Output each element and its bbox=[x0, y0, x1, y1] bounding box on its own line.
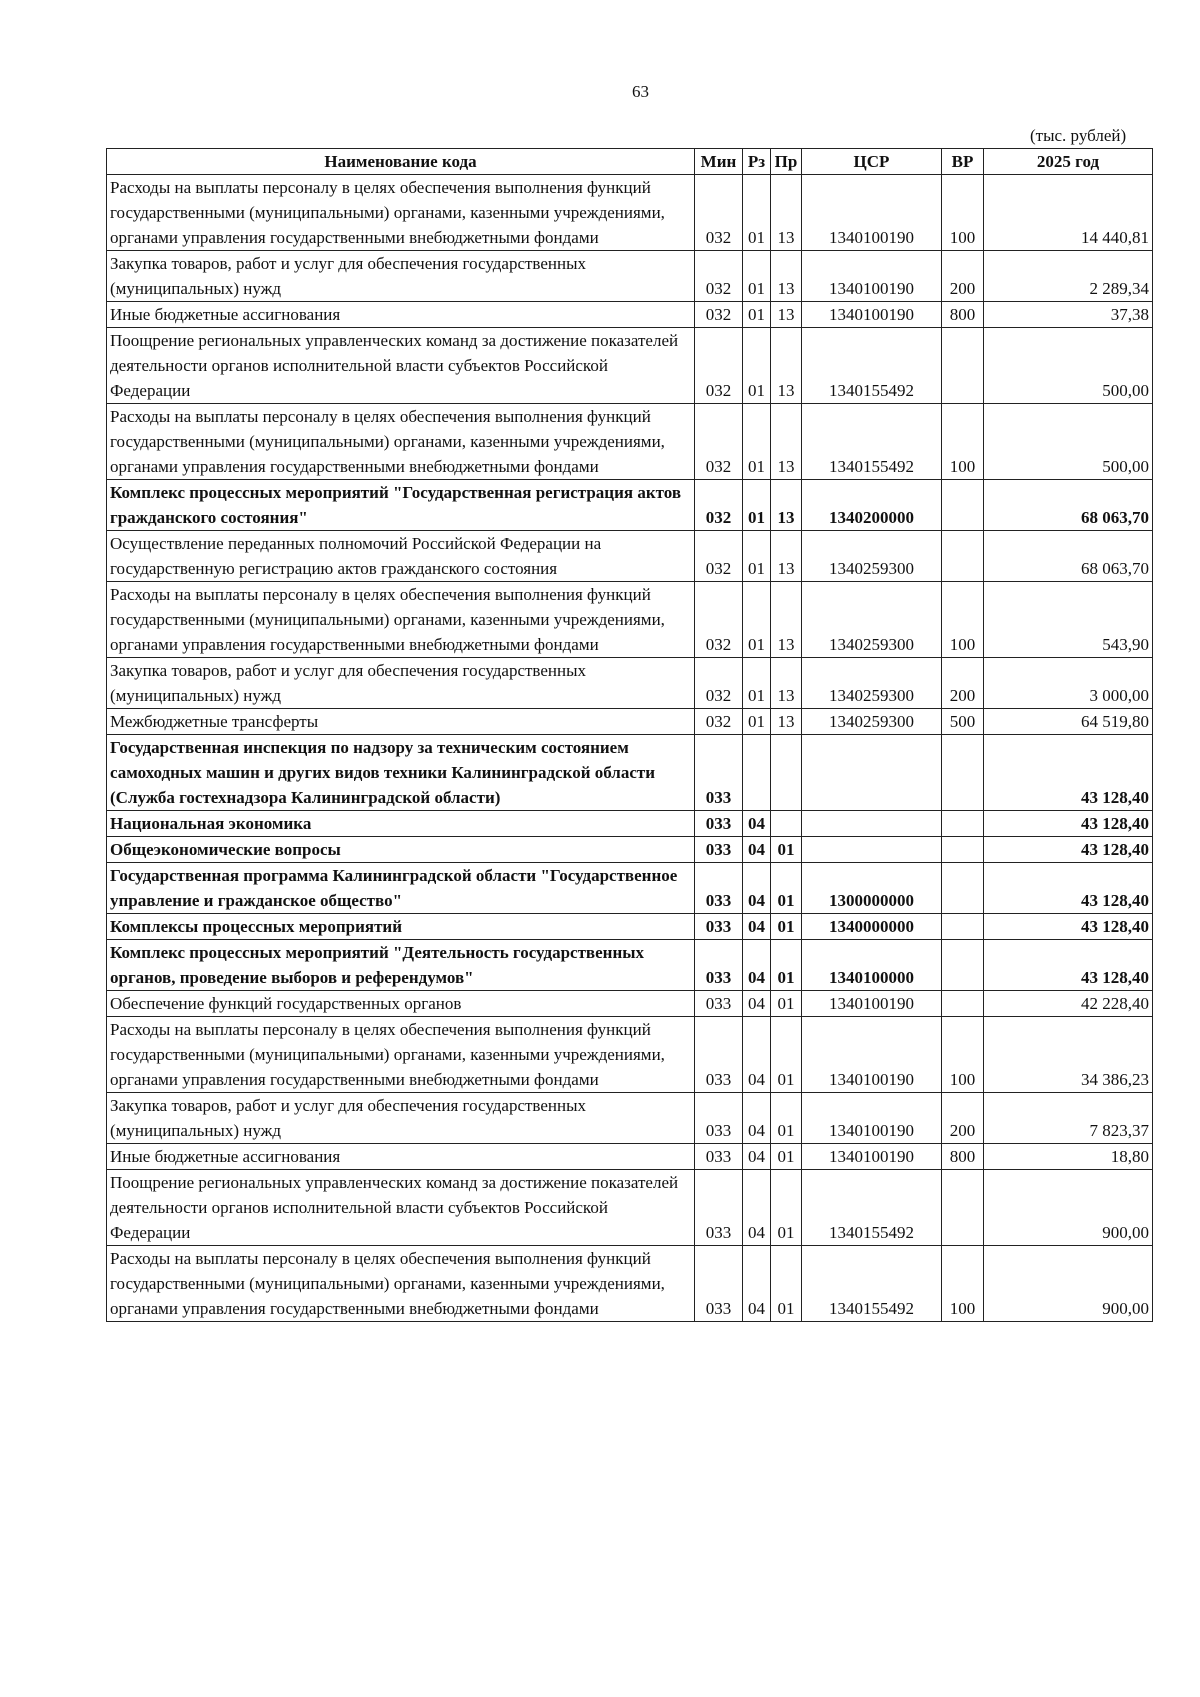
table-row bbox=[107, 1246, 1153, 1322]
cell-csr: 1340259300 bbox=[802, 531, 942, 582]
cell-sum: 68 063,70 bbox=[984, 531, 1153, 582]
cell-pr: 01 bbox=[771, 1170, 802, 1246]
header-name: Наименование кода bbox=[107, 149, 695, 175]
cell-pr: 01 bbox=[771, 863, 802, 914]
cell-name: Осуществление переданных полномочий Российской Федерации на государственную регистрацию актов гражданского состояния bbox=[107, 531, 695, 582]
cell-sum: 34 386,23 bbox=[984, 1017, 1153, 1093]
cell-sum: 43 128,40 bbox=[984, 735, 1153, 811]
cell-name: Государственная инспекция по надзору за техническим состоянием самоходных машин и других видов техники Калининградской области (Служба гостехнадзора Калининградской области) bbox=[107, 735, 695, 811]
cell-csr bbox=[802, 735, 942, 811]
cell-sum: 500,00 bbox=[984, 404, 1153, 480]
cell-name: Комплексы процессных мероприятий bbox=[107, 914, 695, 940]
table-row bbox=[107, 735, 1153, 811]
cell-pr: 01 bbox=[771, 1093, 802, 1144]
cell-sum: 43 128,40 bbox=[984, 863, 1153, 914]
cell-sum: 7 823,37 bbox=[984, 1093, 1153, 1144]
cell-vr: 100 bbox=[942, 1246, 984, 1322]
table-row bbox=[107, 863, 1153, 914]
cell-vr bbox=[942, 480, 984, 531]
cell-vr: 100 bbox=[942, 1017, 984, 1093]
cell-rz bbox=[743, 735, 771, 811]
cell-rz: 04 bbox=[743, 914, 771, 940]
cell-rz: 04 bbox=[743, 1144, 771, 1170]
table-row bbox=[107, 480, 1153, 531]
cell-csr: 1340100190 bbox=[802, 1144, 942, 1170]
cell-pr: 13 bbox=[771, 302, 802, 328]
cell-vr bbox=[942, 991, 984, 1017]
cell-csr: 1300000000 bbox=[802, 863, 942, 914]
cell-sum: 68 063,70 bbox=[984, 480, 1153, 531]
table-body bbox=[107, 175, 1153, 1322]
cell-csr bbox=[802, 811, 942, 837]
cell-pr: 01 bbox=[771, 1246, 802, 1322]
cell-vr bbox=[942, 1170, 984, 1246]
cell-sum: 3 000,00 bbox=[984, 658, 1153, 709]
table-row bbox=[107, 940, 1153, 991]
cell-name: Закупка товаров, работ и услуг для обеспечения государственных (муниципальных) нужд bbox=[107, 658, 695, 709]
table-row bbox=[107, 1093, 1153, 1144]
cell-name: Комплекс процессных мероприятий "Государственная регистрация актов гражданского состояния" bbox=[107, 480, 695, 531]
header-pr: Пр bbox=[771, 149, 802, 175]
cell-csr: 1340259300 bbox=[802, 582, 942, 658]
table-row bbox=[107, 302, 1153, 328]
cell-min: 032 bbox=[695, 658, 743, 709]
cell-min: 032 bbox=[695, 709, 743, 735]
budget-table bbox=[106, 148, 1153, 1322]
cell-sum: 14 440,81 bbox=[984, 175, 1153, 251]
cell-vr: 100 bbox=[942, 582, 984, 658]
cell-sum: 43 128,40 bbox=[984, 837, 1153, 863]
cell-vr bbox=[942, 328, 984, 404]
header-vr: ВР bbox=[942, 149, 984, 175]
cell-pr bbox=[771, 735, 802, 811]
cell-min: 033 bbox=[695, 1144, 743, 1170]
cell-rz: 01 bbox=[743, 328, 771, 404]
header-csr: ЦСР bbox=[802, 149, 942, 175]
cell-csr: 1340000000 bbox=[802, 914, 942, 940]
cell-sum: 43 128,40 bbox=[984, 811, 1153, 837]
cell-csr: 1340100000 bbox=[802, 940, 942, 991]
cell-name: Закупка товаров, работ и услуг для обеспечения государственных (муниципальных) нужд bbox=[107, 1093, 695, 1144]
cell-pr: 01 bbox=[771, 991, 802, 1017]
cell-rz: 04 bbox=[743, 837, 771, 863]
cell-csr: 1340259300 bbox=[802, 709, 942, 735]
cell-vr bbox=[942, 811, 984, 837]
cell-sum: 2 289,34 bbox=[984, 251, 1153, 302]
table-row bbox=[107, 811, 1153, 837]
cell-sum: 37,38 bbox=[984, 302, 1153, 328]
cell-rz: 01 bbox=[743, 658, 771, 709]
cell-rz: 01 bbox=[743, 531, 771, 582]
cell-min: 033 bbox=[695, 1093, 743, 1144]
cell-name: Поощрение региональных управленческих команд за достижение показателей деятельности органов исполнительной власти субъектов Российской Федерации bbox=[107, 1170, 695, 1246]
cell-min: 032 bbox=[695, 251, 743, 302]
table-row bbox=[107, 1017, 1153, 1093]
cell-csr: 1340155492 bbox=[802, 1170, 942, 1246]
cell-min: 033 bbox=[695, 1246, 743, 1322]
cell-pr: 13 bbox=[771, 531, 802, 582]
cell-name: Закупка товаров, работ и услуг для обеспечения государственных (муниципальных) нужд bbox=[107, 251, 695, 302]
cell-pr: 13 bbox=[771, 658, 802, 709]
cell-pr: 01 bbox=[771, 914, 802, 940]
cell-vr: 200 bbox=[942, 251, 984, 302]
cell-rz: 01 bbox=[743, 302, 771, 328]
cell-pr: 13 bbox=[771, 175, 802, 251]
cell-vr bbox=[942, 863, 984, 914]
table-row bbox=[107, 709, 1153, 735]
cell-name: Иные бюджетные ассигнования bbox=[107, 1144, 695, 1170]
cell-rz: 04 bbox=[743, 991, 771, 1017]
cell-name: Общеэкономические вопросы bbox=[107, 837, 695, 863]
cell-min: 033 bbox=[695, 940, 743, 991]
table-row bbox=[107, 991, 1153, 1017]
cell-pr: 13 bbox=[771, 709, 802, 735]
cell-name: Комплекс процессных мероприятий "Деятельность государственных органов, проведение выборов и референдумов" bbox=[107, 940, 695, 991]
cell-pr: 01 bbox=[771, 1144, 802, 1170]
cell-vr bbox=[942, 531, 984, 582]
cell-vr: 800 bbox=[942, 302, 984, 328]
cell-sum: 42 228,40 bbox=[984, 991, 1153, 1017]
header-min: Мин bbox=[695, 149, 743, 175]
cell-rz: 01 bbox=[743, 582, 771, 658]
cell-pr: 13 bbox=[771, 404, 802, 480]
cell-csr bbox=[802, 837, 942, 863]
table-row bbox=[107, 582, 1153, 658]
cell-pr: 13 bbox=[771, 251, 802, 302]
cell-vr bbox=[942, 914, 984, 940]
cell-sum: 900,00 bbox=[984, 1170, 1153, 1246]
table-row bbox=[107, 1170, 1153, 1246]
cell-csr: 1340259300 bbox=[802, 658, 942, 709]
page-number: 63 bbox=[632, 82, 649, 101]
cell-rz: 01 bbox=[743, 480, 771, 531]
table-row bbox=[107, 175, 1153, 251]
cell-min: 032 bbox=[695, 328, 743, 404]
cell-csr: 1340100190 bbox=[802, 991, 942, 1017]
cell-name: Расходы на выплаты персоналу в целях обеспечения выполнения функций государственными (муниципальными) органами, казенными учреждениями, органами управления государственными внебюджетными фондами bbox=[107, 404, 695, 480]
cell-name: Расходы на выплаты персоналу в целях обеспечения выполнения функций государственными (муниципальными) органами, казенными учреждениями, органами управления государственными внебюджетными фондами bbox=[107, 175, 695, 251]
cell-vr bbox=[942, 837, 984, 863]
table-row bbox=[107, 1144, 1153, 1170]
cell-sum: 64 519,80 bbox=[984, 709, 1153, 735]
cell-vr: 800 bbox=[942, 1144, 984, 1170]
cell-rz: 01 bbox=[743, 709, 771, 735]
cell-sum: 500,00 bbox=[984, 328, 1153, 404]
cell-csr: 1340100190 bbox=[802, 175, 942, 251]
cell-min: 033 bbox=[695, 1170, 743, 1246]
table-row bbox=[107, 658, 1153, 709]
cell-min: 033 bbox=[695, 735, 743, 811]
table-row bbox=[107, 914, 1153, 940]
cell-name: Национальная экономика bbox=[107, 811, 695, 837]
header-sum: 2025 год bbox=[984, 149, 1153, 175]
cell-rz: 04 bbox=[743, 811, 771, 837]
cell-pr: 13 bbox=[771, 582, 802, 658]
table-row bbox=[107, 328, 1153, 404]
cell-name: Расходы на выплаты персоналу в целях обеспечения выполнения функций государственными (муниципальными) органами, казенными учреждениями, органами управления государственными внебюджетными фондами bbox=[107, 1017, 695, 1093]
table-row bbox=[107, 251, 1153, 302]
cell-csr: 1340200000 bbox=[802, 480, 942, 531]
cell-name: Расходы на выплаты персоналу в целях обеспечения выполнения функций государственными (муниципальными) органами, казенными учреждениями, органами управления государственными внебюджетными фондами bbox=[107, 1246, 695, 1322]
cell-vr: 100 bbox=[942, 175, 984, 251]
cell-vr: 500 bbox=[942, 709, 984, 735]
cell-csr: 1340155492 bbox=[802, 404, 942, 480]
cell-vr: 200 bbox=[942, 658, 984, 709]
cell-pr: 01 bbox=[771, 940, 802, 991]
table-row bbox=[107, 404, 1153, 480]
cell-min: 033 bbox=[695, 863, 743, 914]
cell-rz: 04 bbox=[743, 940, 771, 991]
cell-min: 033 bbox=[695, 991, 743, 1017]
cell-name: Иные бюджетные ассигнования bbox=[107, 302, 695, 328]
cell-min: 033 bbox=[695, 837, 743, 863]
cell-rz: 04 bbox=[743, 1246, 771, 1322]
cell-vr: 200 bbox=[942, 1093, 984, 1144]
cell-rz: 01 bbox=[743, 175, 771, 251]
cell-min: 032 bbox=[695, 582, 743, 658]
cell-rz: 04 bbox=[743, 1170, 771, 1246]
header-rz: Рз bbox=[743, 149, 771, 175]
cell-rz: 01 bbox=[743, 251, 771, 302]
cell-pr: 13 bbox=[771, 328, 802, 404]
cell-rz: 04 bbox=[743, 863, 771, 914]
cell-csr: 1340100190 bbox=[802, 1017, 942, 1093]
cell-min: 032 bbox=[695, 480, 743, 531]
cell-pr: 13 bbox=[771, 480, 802, 531]
cell-min: 033 bbox=[695, 1017, 743, 1093]
table-row bbox=[107, 837, 1153, 863]
cell-min: 033 bbox=[695, 914, 743, 940]
cell-vr: 100 bbox=[942, 404, 984, 480]
cell-name: Обеспечение функций государственных органов bbox=[107, 991, 695, 1017]
cell-sum: 543,90 bbox=[984, 582, 1153, 658]
cell-csr: 1340155492 bbox=[802, 328, 942, 404]
cell-csr: 1340100190 bbox=[802, 251, 942, 302]
cell-sum: 900,00 bbox=[984, 1246, 1153, 1322]
cell-csr: 1340155492 bbox=[802, 1246, 942, 1322]
cell-sum: 18,80 bbox=[984, 1144, 1153, 1170]
cell-name: Государственная программа Калининградской области "Государственное управление и гражданское общество" bbox=[107, 863, 695, 914]
cell-csr: 1340100190 bbox=[802, 1093, 942, 1144]
cell-name: Межбюджетные трансферты bbox=[107, 709, 695, 735]
cell-name: Поощрение региональных управленческих команд за достижение показателей деятельности органов исполнительной власти субъектов Российской Федерации bbox=[107, 328, 695, 404]
cell-sum: 43 128,40 bbox=[984, 940, 1153, 991]
cell-pr: 01 bbox=[771, 837, 802, 863]
cell-vr bbox=[942, 735, 984, 811]
cell-pr bbox=[771, 811, 802, 837]
units-label: (тыс. рублей) bbox=[1030, 126, 1127, 145]
cell-min: 033 bbox=[695, 811, 743, 837]
cell-rz: 04 bbox=[743, 1093, 771, 1144]
cell-rz: 01 bbox=[743, 404, 771, 480]
cell-vr bbox=[942, 940, 984, 991]
cell-min: 032 bbox=[695, 175, 743, 251]
cell-sum: 43 128,40 bbox=[984, 914, 1153, 940]
cell-csr: 1340100190 bbox=[802, 302, 942, 328]
cell-rz: 04 bbox=[743, 1017, 771, 1093]
cell-pr: 01 bbox=[771, 1017, 802, 1093]
cell-name: Расходы на выплаты персоналу в целях обеспечения выполнения функций государственными (муниципальными) органами, казенными учреждениями, органами управления государственными внебюджетными фондами bbox=[107, 582, 695, 658]
cell-min: 032 bbox=[695, 531, 743, 582]
cell-min: 032 bbox=[695, 404, 743, 480]
cell-min: 032 bbox=[695, 302, 743, 328]
table-row bbox=[107, 531, 1153, 582]
table-header-row bbox=[107, 149, 1153, 175]
